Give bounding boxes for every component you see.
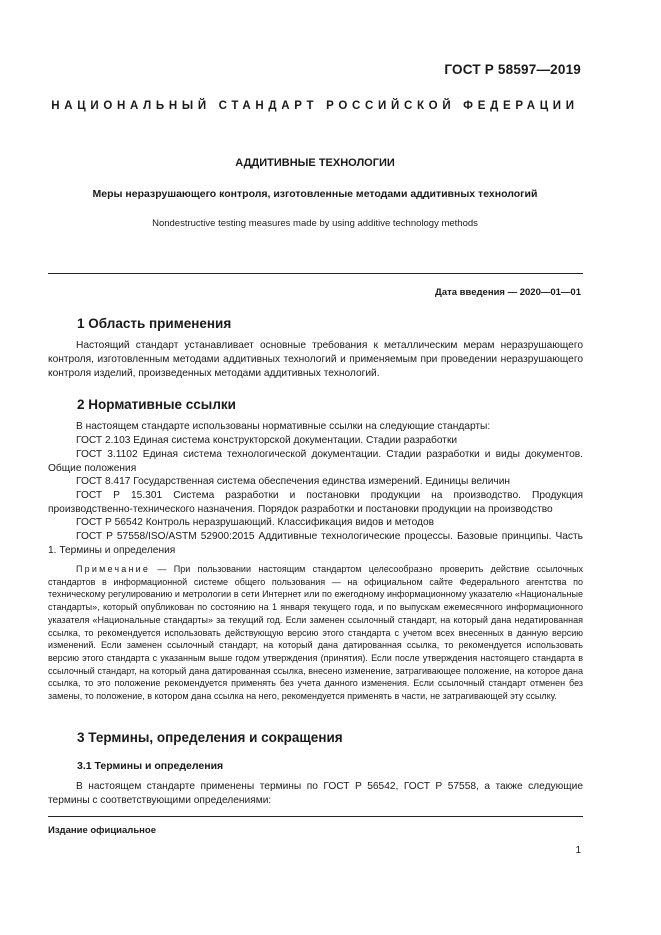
document-subtitle: Меры неразрушающего контроля, изготовленные методами аддитивных технологий — [92, 188, 538, 200]
reference-item — [48, 489, 583, 517]
national-standard-heading: НАЦИОНАЛЬНЫЙ СТАНДАРТ РОССИЙСКОЙ ФЕДЕРАЦИИ — [51, 100, 579, 112]
reference-item — [48, 434, 583, 448]
header-divider — [48, 273, 583, 274]
section-1-text — [48, 339, 583, 381]
section-3-body: В настоящем стандарте применены термины по ГОСТ Р 56542, ГОСТ Р 57558, а также следующие термины с соответствующими определениями: — [48, 781, 583, 806]
note-label: Примечание — [76, 564, 151, 574]
document-title: АДДИТИВНЫЕ ТЕХНОЛОГИИ — [235, 157, 395, 169]
footer-divider — [48, 816, 583, 817]
official-edition-label: Издание официальное — [48, 825, 156, 836]
reference-text: ГОСТ Р 57558/ISO/ASTM 52900:2015 Аддитивные технологические процессы. Базовые принципы. Часть 1. Термины и определения — [48, 531, 583, 556]
page-number: 1 — [575, 845, 581, 856]
reference-text: ГОСТ 8.417 Государственная система обеспечения единства измерений. Единицы величин — [76, 476, 511, 487]
section-2-heading: 2 Нормативные ссылки — [77, 397, 236, 412]
reference-text: ГОСТ 2.103 Единая система конструкторской документации. Стадии разработки — [76, 435, 458, 446]
section-3-text — [48, 780, 583, 808]
reference-text: ГОСТ Р 56542 Контроль неразрушающий. Классификация видов и методов — [76, 517, 435, 528]
reference-item — [48, 475, 583, 489]
section-1-heading: 1 Область применения — [77, 316, 232, 331]
reference-text: ГОСТ Р 15.301 Система разработки и постановки продукции на производство. Продукция производственно-технического назначения. Порядок разработки и постановки продукции на производство — [48, 490, 583, 515]
note-text: — При пользовании настоящим стандартом целесообразно проверить действие ссылочных стандартов в информационной системе общего пользования — на официальном сайте Федерального агентства по техническому регулированию и метрологии в сети Интернет или по ежегодному информационному указателю «Национальные стандарты», который опубликован по состоянию на 1 января текущего года, и по выпускам ежемесячного информационного указателя «Национальные стандарты» за текущий год. Если заменен ссылочный стандарт, на который дана недатированная ссылка, то рекомендуется использовать действующую версию этого стандарта с учетом всех внесенных в данную версию изменений. Если заменен ссылочный стандарт, на который дана датированная ссылка, то рекомендуется использовать версию этого стандарта с указанным выше годом утверждения (принятия). Если после утверждения настоящего стандарта в ссылочный стандарт, на который дана датированная ссылка, внесено изменение, затрагивающее положение, на которое дана ссылка, то это положение рекомендуется применять без учета данного изменения. Если ссылочный стандарт отменен без замены, то положение, в котором дана ссылка на него, рекомендуется применять в части, не затрагивающей эту ссылку. — [48, 564, 583, 702]
reference-item — [48, 530, 583, 558]
references-intro-text: В настоящем стандарте использованы нормативные ссылки на следующие стандарты: — [76, 421, 491, 432]
references-note — [48, 563, 583, 703]
section-1-body: Настоящий стандарт устанавливает основные требования к металлическим мерам неразрушающего контроля, изготовленным методами аддитивных технологий и применяемым при проведении неразрушающего контроля изделий, произведенных методами аддитивных технологий. — [48, 340, 583, 379]
introduction-date: Дата введения — 2020—01—01 — [435, 287, 581, 298]
references-intro — [48, 420, 583, 434]
document-code: ГОСТ Р 58597—2019 — [444, 62, 581, 77]
reference-item — [48, 516, 583, 530]
english-title: Nondestructive testing measures made by using additive technology methods — [152, 218, 478, 229]
reference-item — [48, 448, 583, 476]
section-3-1-heading: 3.1 Термины и определения — [77, 760, 224, 772]
section-3-heading: 3 Термины, определения и сокращения — [77, 730, 343, 745]
reference-text: ГОСТ 3.1102 Единая система технологической документации. Стадии разработки и виды документов. Общие положения — [48, 449, 583, 474]
